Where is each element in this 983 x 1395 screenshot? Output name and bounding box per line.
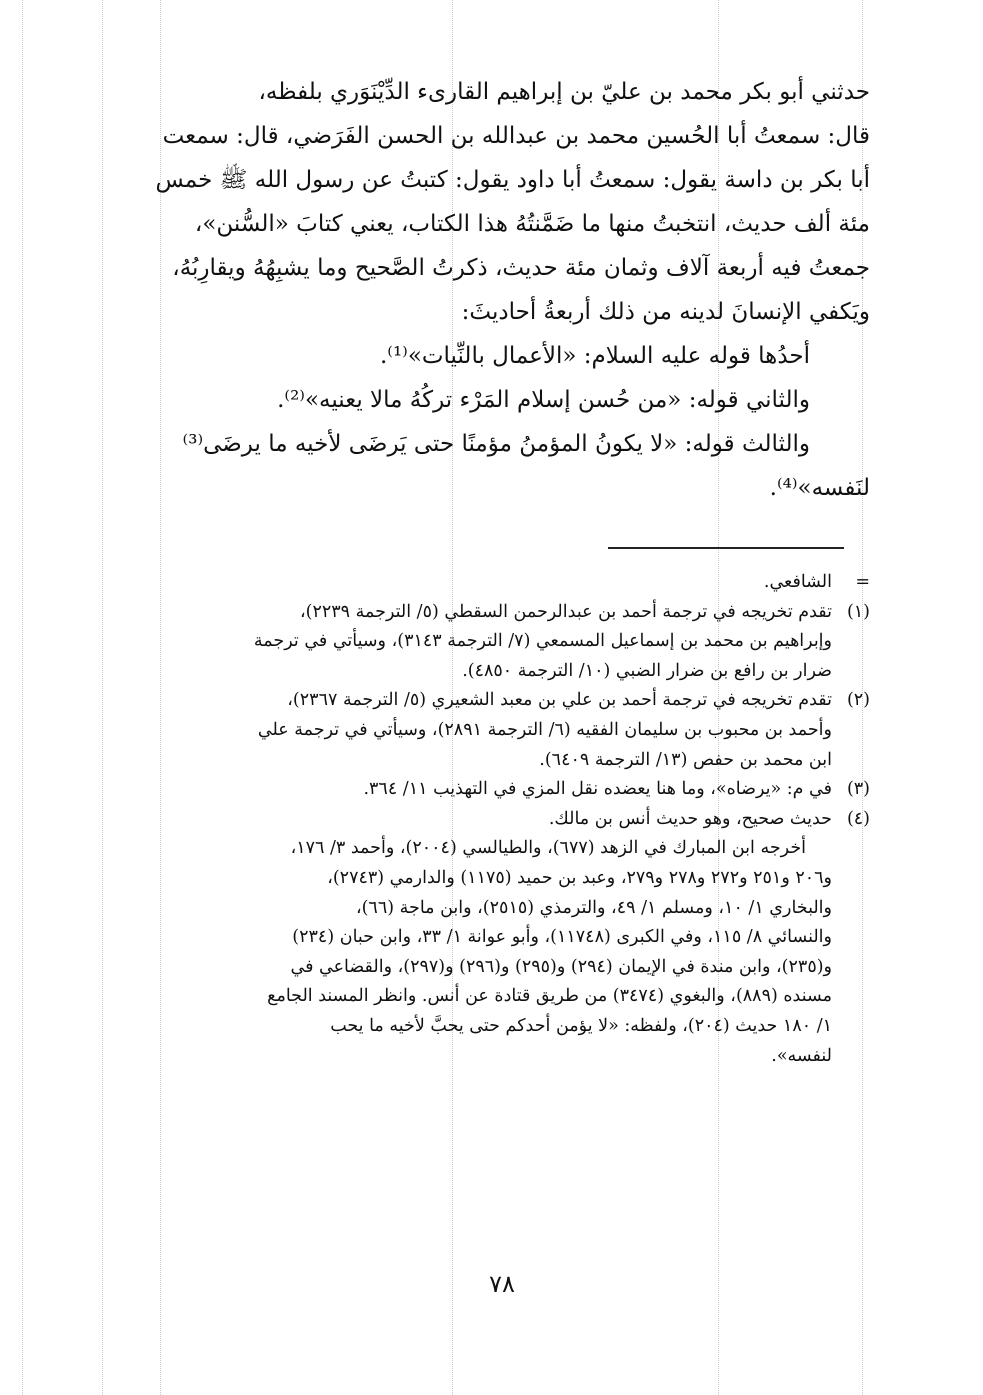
footnote-divider: [608, 547, 844, 549]
hadith-one: أحدُها قوله عليه السلام: «الأعمال بالنِّيات»⁽¹⁾.: [379, 343, 810, 369]
footnote-line: ابن محمد بن حفص (١٣/ الترجمة ٦٤٠٩).: [539, 749, 832, 770]
footnote-number: (٣): [846, 779, 870, 800]
takhrij-line: مسنده (٨٨٩)، والبغوي (٣٤٧٤) من طريق قتادة عن أنس. وانظر المسند الجامع: [267, 986, 832, 1007]
footnote-4: [150, 805, 870, 835]
takhrij-line: والنسائي ٨/ ١١٥، وفي الكبرى (١١٧٤٨)، وأبو عوانة ١/ ٣٣، وابن حبان (٢٣٤): [292, 927, 832, 948]
footnote-number: (٢): [846, 690, 870, 711]
footnote-2: [150, 686, 870, 775]
scan-guide-line: [102, 0, 103, 1395]
footnote-line: وأحمد بن محبوب بن سليمان الفقيه (٦/ الترجمة ٢٨٩١)، وسيأتي في ترجمة علي: [257, 719, 832, 740]
takhrij-line: ١/ ١٨٠ حديث (٢٠٤)، ولفظه: «لا يؤمن أحدكم حتى يحبَّ لأخيه ما يحب: [330, 1015, 832, 1036]
footnote-line: تقدم تخريجه في ترجمة أحمد بن عبدالرحمن السقطي (٥/ الترجمة ٢٢٣٩)،: [299, 601, 832, 622]
footnote-1: [150, 598, 870, 687]
main-line: قال: سمعتُ أبا الحُسين محمد بن عبدالله بن الحسن الفَرَضي، قال: سمعت: [162, 123, 870, 149]
takhrij-line: و٢٠٦ و٢٥١ و٢٧٢ و٢٧٨ و٢٧٩، وعبد بن حميد (١١٧٥) والدارمي (٢٧٤٣)،: [327, 867, 832, 888]
takhrij-line: والبخاري ١/ ١٠، ومسلم ١/ ٤٩، والترمذي (٢٥١٥)، وابن ماجة (٦٦)،: [355, 897, 832, 918]
hadith-two: والثاني قوله: «من حُسن إسلام المَرْء تركُهُ مالا يعنيه»⁽²⁾.: [277, 387, 810, 413]
main-text: [150, 70, 870, 510]
footnote-continuation: [150, 568, 870, 598]
footnote-number: (١): [846, 601, 870, 622]
footnote-line: حديث صحيح، وهو حديث أنس بن مالك.: [548, 808, 832, 829]
main-line: جمعتُ فيه أربعة آلاف وثمان مئة حديث، ذكرتُ الصَّحيح وما يشبِهُهُ ويقارِبُهُ،: [172, 255, 870, 281]
footnote-line: وإبراهيم بن محمد بن إسماعيل المسمعي (٧/ الترجمة ٣١٤٣)، وسيأتي في ترجمة: [253, 631, 832, 652]
footnotes: [150, 568, 870, 1071]
continuation-text: الشافعي.: [763, 572, 832, 592]
takhrij-line: أخرجه ابن المبارك في الزهد (٦٧٧)، والطيالسي (٢٠٠٤)، وأحمد ٣/ ١٧٦،: [290, 838, 806, 859]
footnote-3: [150, 775, 870, 805]
footnote-line: ضرار بن رافع بن ضرار الضبي (١٠/ الترجمة ٤٨٥٠).: [462, 660, 832, 681]
main-line: ويَكفي الإنسانَ لدينه من ذلك أربعةُ أحاديثَ:: [461, 299, 870, 325]
takhrij-paragraph: [150, 834, 870, 1071]
takhrij-line: لنفسه».: [771, 1045, 832, 1066]
scan-guide-line: [22, 0, 23, 1395]
page-number: ٧٨: [489, 1270, 515, 1298]
footnote-number: (٤): [846, 808, 870, 829]
main-line: مئة ألف حديث، انتخبتُ منها ما ضَمَّنتُهُ هذا الكتاب، يعني كتابَ «السُّنن»،: [194, 211, 870, 237]
footnote-line: في م: «يرضاه»، وما هنا يعضده نقل المزي في التهذيب ١١/ ٣٦٤.: [363, 779, 832, 800]
hadith-three: والثالث قوله: «لا يكونُ المؤمنُ مؤمنًا حتى يَرضَى لأخيه ما يرضَى⁽³⁾: [182, 431, 810, 457]
continuation-marker: =: [855, 572, 870, 592]
footnote-line: تقدم تخريجه في ترجمة أحمد بن علي بن معبد الشعيري (٥/ الترجمة ٢٣٦٧)،: [287, 690, 832, 711]
takhrij-line: و(٢٣٥)، وابن مندة في الإيمان (٢٩٤) و(٢٩٥) و(٢٩٦) و(٢٩٧)، والقضاعي في: [290, 956, 832, 977]
main-line: حدثني أبو بكر محمد بن عليّ بن إبراهيم القارىء الدِّيْنَوَري بلفظه،: [258, 79, 870, 105]
main-line: لنَفسه»⁽⁴⁾.: [769, 475, 870, 501]
main-line: أبا بكر بن داسة يقول: سمعتُ أبا داود يقول: كتبتُ عن رسول الله ﷺ خمس: [155, 167, 870, 193]
